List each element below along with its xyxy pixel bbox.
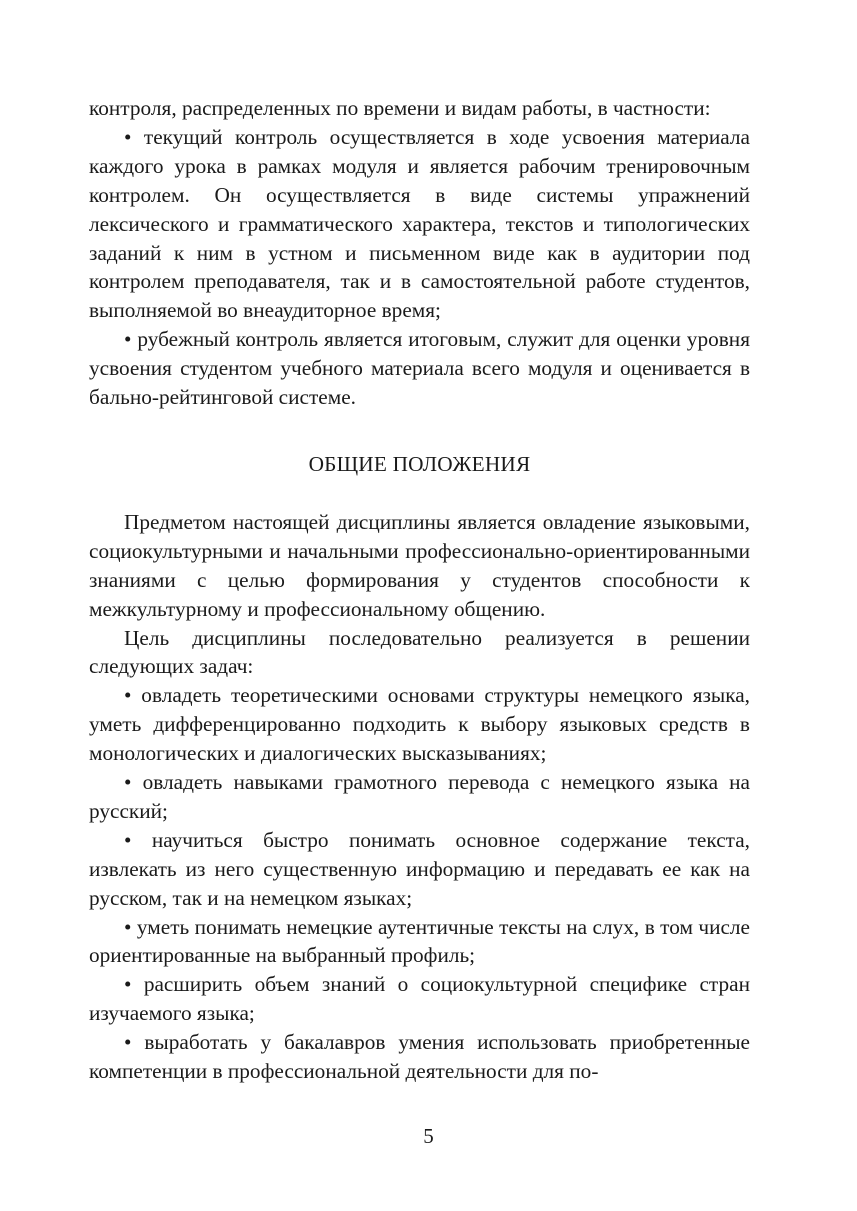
paragraph: Предметом настоящей дисциплины является овладение языковыми, социокультурными и начальными профессионально-ориентированными знаниями с целью формирования у студентов способности к межкультурному и профессиональному общению. bbox=[89, 509, 750, 621]
bullet-item: • рубежный контроль является итоговым, служит для оценки уровня усвоения студентом учебного материала всего модуля и оценивается в бально-рейтинговой системе. bbox=[89, 325, 750, 412]
task-bullet: • выработать у бакалавров умения использовать приобретенные компетенции в профессиональной деятельности для по- bbox=[89, 1028, 750, 1086]
bullet-item: • текущий контроль осуществляется в ходе усвоения материала каждого урока в рамках модуля и является рабочим тренировочным контролем. Он осуществляется в виде системы упражнений лексического и грамматического характера, текстов и типологических заданий к ним в устном и письменном виде как в аудитории под контролем преподавателя, так и в самостоятельной работе студентов, выполняемой во внеаудиторное время; bbox=[89, 123, 750, 325]
task-bullet: • научиться быстро понимать основное содержание текста, извлекать из него существенную информацию и передавать ее как на русском, так и на немецком языках; bbox=[89, 826, 750, 913]
paragraph: Цель дисциплины последовательно реализуется в решении следующих задач: bbox=[89, 625, 750, 679]
task-bullet: • овладеть теоретическими основами структуры немецкого языка, уметь дифференцированно подходить к выбору языковых средств в монологических и диалогических высказываниях; bbox=[89, 681, 750, 768]
task-bullet: • уметь понимать немецкие аутентичные тексты на слух, в том числе ориентированные на выбранный профиль; bbox=[89, 913, 750, 971]
page-number: 5 bbox=[423, 1124, 434, 1148]
intro-continuation: контроля, распределенных по времени и видам работы, в частности: bbox=[89, 96, 711, 120]
page-body bbox=[89, 94, 750, 1086]
section-heading: ОБЩИЕ ПОЛОЖЕНИЯ bbox=[308, 451, 531, 476]
task-bullet: • расширить объем знаний о социокультурной специфике стран изучаемого языка; bbox=[89, 970, 750, 1028]
task-bullet: • овладеть навыками грамотного перевода с немецкого языка на русский; bbox=[89, 768, 750, 826]
section-heading-wrapper bbox=[89, 450, 750, 479]
